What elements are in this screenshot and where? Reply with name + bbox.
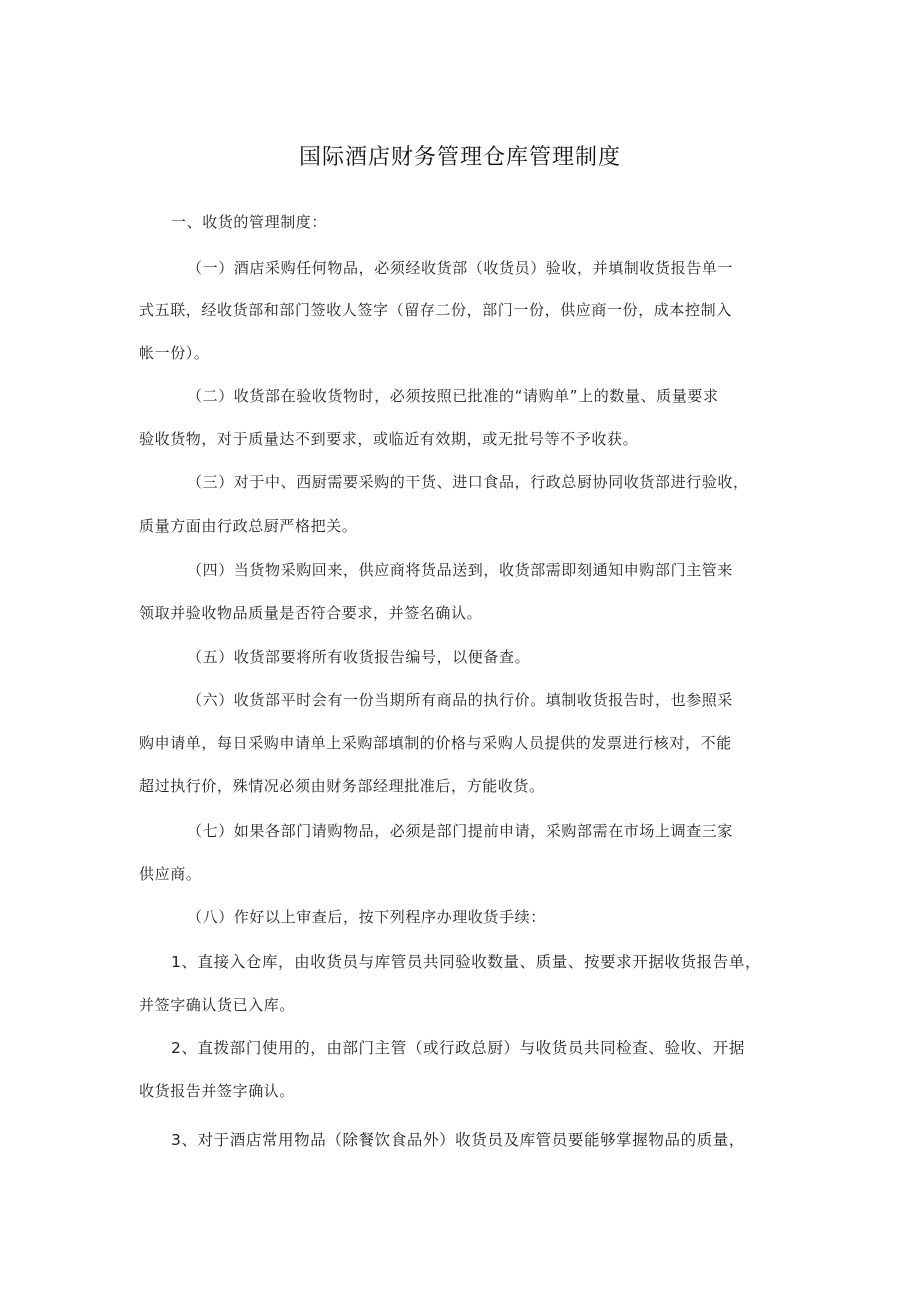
paragraph-line: （三）对于中、西厨需要采购的干货、进口食品，行政总厨协同收货部进行验收， — [187, 473, 749, 491]
paragraph-line: 验收货物，对于质量达不到要求，或临近有效期，或无批号等不予收获。 — [139, 430, 639, 448]
paragraph-line: （二）收货部在验收货物时，必须按照已批准的“请购单”上的数量、质量要求 — [187, 387, 719, 405]
paragraph-line: 帐一份）。 — [139, 344, 210, 362]
document-title: 国际酒店财务管理仓库管理制度 — [298, 145, 621, 170]
section-heading: 一、收货的管理制度： — [171, 213, 328, 231]
paragraph-line: （五）收货部要将所有收货报告编号，以便备查。 — [187, 648, 531, 666]
paragraph-line: 式五联，经收货部和部门签收人签字（留存二份，部门一份，供应商一份，成本控制入 — [139, 301, 732, 319]
paragraph-line: （七）如果各部门请购物品，必须是部门提前申请，采购部需在市场上调查三家 — [187, 822, 734, 840]
paragraph-line: 超过执行价，殊情况必须由财务部经理批准后，方能收货。 — [139, 777, 545, 795]
paragraph-line: （六）收货部平时会有一份当期所有商品的执行价。填制收货报告时，也参照采 — [187, 691, 734, 709]
paragraph-line: 质量方面由行政总厨严格把关。 — [139, 517, 358, 535]
paragraph-line: 领取并验收物品质量是否符合要求，并签名确认。 — [139, 604, 483, 622]
paragraph-line: 供应商。 — [139, 865, 202, 883]
numbered-item-line: 1、直接入仓库，由收货员与库管员共同验收数量、质量、按要求开据收货报告单， — [171, 953, 762, 971]
numbered-item-line: 3、对于酒店常用物品（除餐饮食品外）收货员及库管员要能够掌握物品的质量， — [171, 1131, 745, 1149]
paragraph-line: 收货报告并签字确认。 — [139, 1082, 296, 1100]
paragraph-line: 购申请单，每日采购申请单上采购部填制的价格与采购人员提供的发票进行核对，不能 — [139, 734, 732, 752]
paragraph-line: （八）作好以上审查后，按下列程序办理收货手续： — [187, 908, 546, 926]
paragraph-line: 并签字确认货已入库。 — [139, 996, 296, 1014]
paragraph-line: （四）当货物采购回来，供应商将货品送到，收货部需即刻通知申购部门主管来 — [187, 561, 734, 579]
paragraph-line: （一）酒店采购任何物品，必须经收货部（收货员）验收，并填制收货报告单一 — [187, 259, 734, 277]
numbered-item-line: 2、直拨部门使用的，由部门主管（或行政总厨）与收货员共同检查、验收、开据 — [171, 1039, 745, 1057]
